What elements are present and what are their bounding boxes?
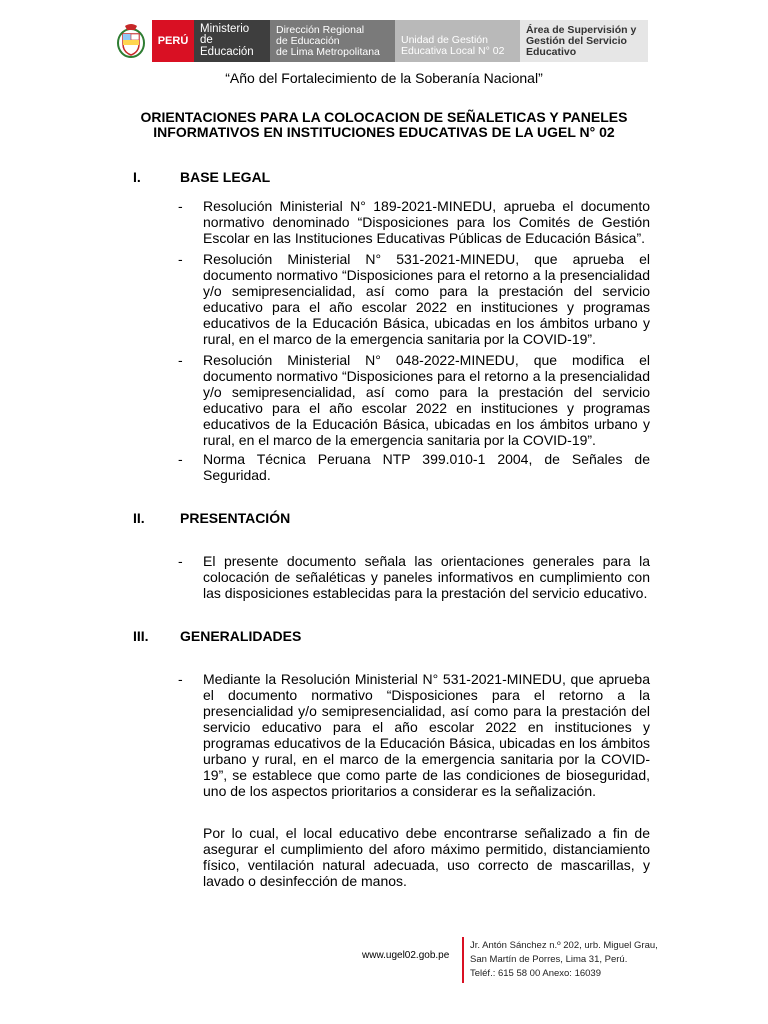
body-paragraph: Por lo cual, el local educativo debe encontrarse señalizado a fin de asegurar el cumplimiento del aforo máximo permitido, distanciamiento físico, ventilación natural adecuada, uso correcto de mascarillas, y lavado o desinfección de manos. bbox=[203, 825, 650, 889]
title-line-2: INFORMATIVOS EN INSTITUCIONES EDUCATIVAS DE LA UGEL N° 02 bbox=[153, 124, 615, 140]
area-label: Área de Supervisión y Gestión del Servicio Educativo bbox=[520, 20, 648, 62]
section-heading bbox=[133, 169, 270, 185]
regional-directorate-label: Dirección Regional de Educación de Lima Metropolitana bbox=[270, 20, 395, 62]
list-item bbox=[178, 198, 650, 246]
list-item bbox=[178, 553, 650, 601]
list-item-text: Resolución Ministerial N° 531-2021-MINEDU, que aprueba el documento normativo “Disposiciones para el retorno a la presencialidad y/o semipresencialidad, así como para la prestación del servicio educativo para el año escolar 2022 en instituciones y programas educativos de la Educación Básica, ubicadas en los ámbitos urbano y rural, en el marco de la emergencia sanitaria por la COVID-19”. bbox=[203, 251, 650, 347]
list-item-text: Resolución Ministerial N° 189-2021-MINEDU, aprueba el documento normativo denominado “Disposiciones para los Comités de Gestión Escolar en las Instituciones Educativas Públicas de Educación Básica”. bbox=[203, 198, 650, 246]
section-title: GENERALIDADES bbox=[180, 628, 302, 644]
section-heading bbox=[133, 510, 290, 526]
section-number: II. bbox=[133, 510, 145, 526]
bullet-dash: - bbox=[178, 251, 183, 267]
list-item bbox=[178, 251, 650, 347]
coat-of-arms-icon bbox=[110, 20, 152, 62]
bullet-dash: - bbox=[178, 352, 183, 368]
ministry-label: Ministerio de Educación bbox=[194, 20, 270, 62]
list-item bbox=[178, 352, 650, 448]
section-number: I. bbox=[133, 169, 141, 185]
title-line-1: ORIENTACIONES PARA LA COLOCACION DE SEÑALETICAS Y PANELES bbox=[140, 109, 628, 125]
section-number: III. bbox=[133, 628, 149, 644]
list-item-text: El presente documento señala las orientaciones generales para la colocación de señaléticas y paneles informativos en cumplimiento con las disposiciones establecidas para la prestación del servicio educativo. bbox=[203, 553, 650, 601]
section-title: BASE LEGAL bbox=[180, 169, 271, 185]
peru-label: PERÚ bbox=[152, 20, 194, 62]
bullet-dash: - bbox=[178, 198, 183, 214]
bullet-dash: - bbox=[178, 553, 183, 569]
list-item-text: Resolución Ministerial N° 048-2022-MINEDU, que modifica el documento normativo “Disposiciones para el retorno a la presencialidad y/o semipresencialidad, así como para la prestación del servicio educativo para el año escolar 2022 en instituciones y programas educativos de la Educación Básica, ubicadas en los ámbitos urbano y rural, en el marco de la emergencia sanitaria por la COVID-19”. bbox=[203, 352, 650, 448]
footer-divider bbox=[462, 937, 464, 983]
footer-address bbox=[470, 939, 658, 981]
phone-line: Teléf.: 615 58 00 Anexo: 16039 bbox=[470, 968, 601, 979]
list-item-text: Mediante la Resolución Ministerial N° 531-2021-MINEDU, que aprueba el documento normativo “Disposiciones para el retorno a la presencialidad y/o semipresencialidad, así como para la prestación del servicio educativo para el año escolar 2022 en instituciones y programas educativos de la Educación Básica, ubicadas en los ámbitos urbano y rural, en el marco de la emergencia sanitaria por la COVID-19”, se establece que como parte de las condiciones de bioseguridad, uno de los aspectos prioritarios a considerar es la señalización. bbox=[203, 671, 650, 799]
ugel-label: Unidad de Gestión Educativa Local N° 02 bbox=[395, 20, 520, 62]
section-title: PRESENTACIÓN bbox=[180, 510, 291, 526]
list-item bbox=[178, 671, 650, 799]
address-line: San Martín de Porres, Lima 31, Perú. bbox=[470, 954, 628, 965]
bullet-dash: - bbox=[178, 451, 183, 467]
address-line: Jr. Antón Sánchez n.º 202, urb. Miguel Grau, bbox=[470, 940, 658, 951]
footer-website[interactable]: www.ugel02.gob.pe bbox=[362, 950, 450, 961]
list-item-text: Norma Técnica Peruana NTP 399.010-1 2004, de Señales de Seguridad. bbox=[203, 451, 650, 483]
bullet-dash: - bbox=[178, 671, 183, 687]
section-heading bbox=[133, 628, 301, 644]
year-motto: “Año del Fortalecimiento de la Soberanía Nacional” bbox=[225, 70, 543, 86]
document-title bbox=[110, 110, 658, 140]
institution-banner bbox=[110, 20, 658, 62]
list-item bbox=[178, 451, 650, 483]
